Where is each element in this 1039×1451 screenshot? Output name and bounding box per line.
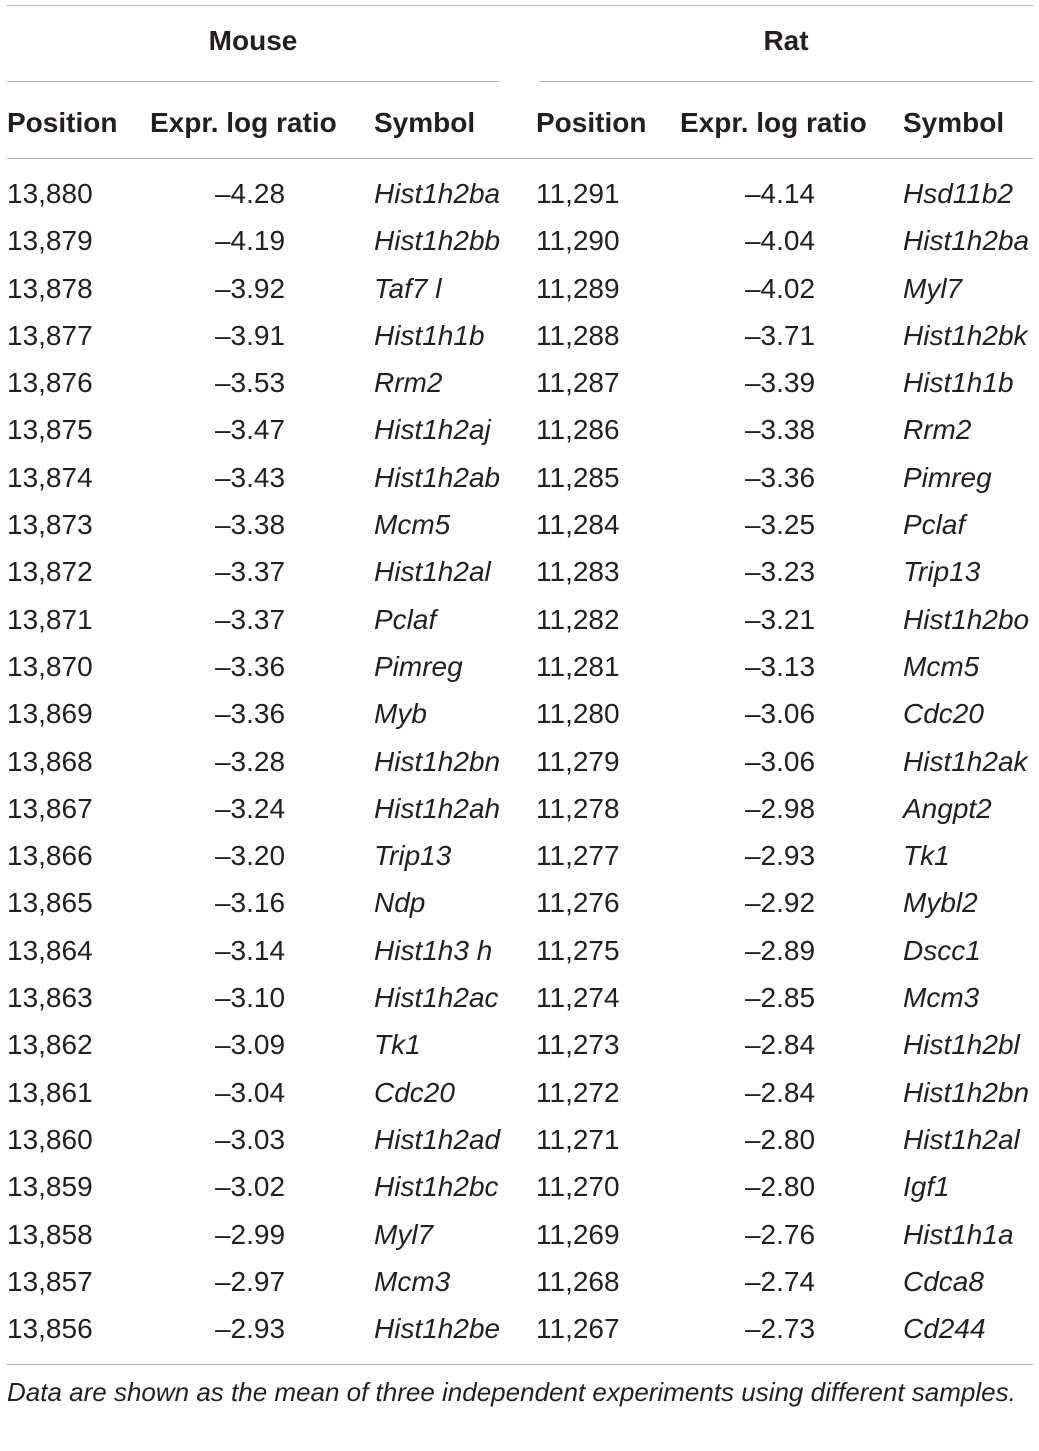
mouse-symbol-cell: Hist1h3 h [374, 934, 493, 966]
table-row [0, 359, 1039, 406]
table-row [0, 217, 1039, 264]
rat-symbol-cell: Igf1 [903, 1171, 950, 1203]
mouse-expr-cell: –2.97 [214, 1265, 286, 1297]
mouse-position-cell: 13,872 [7, 556, 93, 588]
rat-position-cell: 11,281 [536, 650, 620, 682]
table-row [0, 596, 1039, 643]
rat-expr-cell: –2.89 [744, 934, 816, 966]
column-header-rat-symbol: Symbol [903, 107, 1005, 138]
mouse-position-cell: 13,874 [7, 461, 93, 493]
mouse-expr-cell: –3.14 [214, 934, 286, 966]
table-row [0, 548, 1039, 595]
table-row [0, 170, 1039, 217]
rat-symbol-cell: Rrm2 [903, 414, 972, 446]
rat-position-cell: 11,269 [536, 1218, 620, 1250]
rat-expr-cell: –3.06 [744, 698, 816, 730]
rat-position-cell: 11,282 [536, 603, 620, 635]
mouse-expr-cell: –2.99 [214, 1218, 286, 1250]
mouse-symbol-cell: Hist1h2ac [374, 982, 499, 1014]
rat-symbol-cell: Hist1h2bn [903, 1076, 1030, 1108]
rat-symbol-cell: Cdca8 [903, 1265, 984, 1297]
rat-expr-cell: –2.93 [744, 840, 816, 872]
mouse-expr-cell: –3.04 [214, 1076, 286, 1108]
rat-symbol-cell: Hist1h2al [903, 1123, 1020, 1155]
rat-position-cell: 11,286 [536, 414, 620, 446]
table-row [0, 406, 1039, 453]
rat-position-cell: 11,279 [536, 745, 620, 777]
mouse-expr-cell: –3.37 [214, 556, 286, 588]
mouse-position-cell: 13,856 [7, 1313, 93, 1345]
rat-expr-cell: –3.25 [744, 509, 816, 541]
rat-expr-cell: –2.84 [744, 1029, 816, 1061]
rat-expr-cell: –2.74 [744, 1265, 816, 1297]
table-row [0, 738, 1039, 785]
mouse-expr-cell: –3.37 [214, 603, 286, 635]
mouse-symbol-cell: Cdc20 [374, 1076, 455, 1108]
mouse-symbol-cell: Mcm3 [374, 1265, 451, 1297]
table-row [0, 832, 1039, 879]
rat-symbol-cell: Hist1h2bk [903, 319, 1028, 351]
column-header-rat-expr: Expr. log ratio [680, 107, 867, 138]
mouse-symbol-cell: Hist1h2aj [374, 414, 491, 446]
rat-expr-cell: –2.84 [744, 1076, 816, 1108]
rat-symbol-cell: Mcm5 [903, 650, 980, 682]
table-row [0, 690, 1039, 737]
mouse-expr-cell: –3.43 [214, 461, 286, 493]
rat-expr-cell: –2.80 [744, 1171, 816, 1203]
mouse-expr-cell: –3.28 [214, 745, 286, 777]
mouse-symbol-cell: Pimreg [374, 650, 463, 682]
group-heading-mouse: Mouse [208, 25, 298, 56]
table-row [0, 1305, 1039, 1352]
table-footnote: Data are shown as the mean of three independent experiments using different samples. [7, 1377, 1016, 1407]
table-row [0, 643, 1039, 690]
table-row [0, 927, 1039, 974]
mouse-position-cell: 13,868 [7, 745, 93, 777]
mouse-position-cell: 13,867 [7, 792, 93, 824]
column-header-mouse-position: Position [7, 107, 118, 138]
rat-expr-cell: –3.06 [744, 745, 816, 777]
rat-position-cell: 11,270 [536, 1171, 620, 1203]
rat-symbol-cell: Angpt2 [903, 792, 992, 824]
rat-symbol-cell: Hist1h1b [903, 367, 1014, 399]
mouse-position-cell: 13,875 [7, 414, 93, 446]
rat-symbol-cell: Hist1h2bl [903, 1029, 1020, 1061]
column-header-mouse-symbol: Symbol [374, 107, 476, 138]
rat-symbol-cell: Trip13 [903, 556, 981, 588]
mouse-position-cell: 13,876 [7, 367, 93, 399]
mouse-position-cell: 13,864 [7, 934, 93, 966]
rat-position-cell: 11,284 [536, 509, 620, 541]
rat-expr-cell: –4.14 [744, 178, 816, 209]
mouse-symbol-cell: Hist1h2ah [374, 792, 501, 824]
mouse-symbol-cell: Hist1h2al [374, 556, 491, 588]
table-row [0, 265, 1039, 312]
mouse-expr-cell: –3.03 [214, 1123, 286, 1155]
rat-position-cell: 11,283 [536, 556, 620, 588]
mouse-expr-cell: –3.36 [214, 698, 286, 730]
rat-symbol-cell: Hist1h2bo [903, 603, 1030, 635]
mouse-symbol-cell: Hist1h2bc [374, 1171, 499, 1203]
mouse-symbol-cell: Trip13 [374, 840, 452, 872]
mouse-expr-cell: –3.91 [214, 319, 286, 351]
rat-position-cell: 11,280 [536, 698, 620, 730]
rat-position-cell: 11,287 [536, 367, 620, 399]
rat-expr-cell: –2.85 [744, 982, 816, 1014]
rat-expr-cell: –2.98 [744, 792, 816, 824]
rat-expr-cell: –3.23 [744, 556, 816, 588]
table-row [0, 1069, 1039, 1116]
rat-position-cell: 11,275 [536, 934, 620, 966]
table-row [0, 785, 1039, 832]
mouse-expr-cell: –3.02 [214, 1171, 286, 1203]
rat-expr-cell: –3.21 [744, 603, 816, 635]
rat-symbol-cell: Tk1 [903, 840, 950, 872]
rat-position-cell: 11,288 [536, 319, 620, 351]
rat-symbol-cell: Mybl2 [903, 887, 978, 919]
table-top-rule [7, 5, 1033, 6]
mouse-position-cell: 13,866 [7, 840, 93, 872]
rat-position-cell: 11,290 [536, 225, 620, 257]
mouse-symbol-cell: Rrm2 [374, 367, 443, 399]
mouse-expr-cell: –4.19 [214, 225, 286, 257]
mouse-position-cell: 13,878 [7, 272, 93, 304]
mouse-expr-cell: –3.10 [214, 982, 286, 1014]
rat-position-cell: 11,274 [536, 982, 620, 1014]
mouse-symbol-cell: Hist1h2bn [374, 745, 501, 777]
rat-position-cell: 11,276 [536, 887, 620, 919]
rat-symbol-cell: Hist1h2ba [903, 225, 1030, 257]
column-header-rat-position: Position [536, 107, 647, 138]
rat-expr-cell: –2.76 [744, 1218, 816, 1250]
mouse-position-cell: 13,862 [7, 1029, 93, 1061]
group-rule-mouse [7, 81, 499, 82]
mouse-symbol-cell: Hist1h2be [374, 1313, 501, 1345]
mouse-position-cell: 13,857 [7, 1265, 93, 1297]
mouse-position-cell: 13,869 [7, 698, 93, 730]
mouse-symbol-cell: Hist1h2bb [374, 225, 501, 257]
mouse-position-cell: 13,859 [7, 1171, 93, 1203]
mouse-symbol-cell: Tk1 [374, 1029, 421, 1061]
mouse-symbol-cell: Taf7 l [374, 272, 442, 304]
table-row [0, 1211, 1039, 1258]
mouse-expr-cell: –3.20 [214, 840, 286, 872]
mouse-expr-cell: –3.38 [214, 509, 286, 541]
column-header-mouse-expr: Expr. log ratio [150, 107, 337, 138]
mouse-expr-cell: –3.47 [214, 414, 286, 446]
table-row [0, 1021, 1039, 1068]
table-row [0, 1163, 1039, 1210]
mouse-position-cell: 13,877 [7, 319, 93, 351]
mouse-expr-cell: –3.92 [214, 272, 286, 304]
rat-position-cell: 11,271 [536, 1123, 620, 1155]
mouse-symbol-cell: Myb [374, 698, 427, 730]
rat-position-cell: 11,272 [536, 1076, 620, 1108]
mouse-symbol-cell: Myl7 [374, 1218, 434, 1250]
table-bottom-rule [7, 1364, 1033, 1365]
mouse-symbol-cell: Ndp [374, 887, 426, 919]
rat-position-cell: 11,277 [536, 840, 620, 872]
rat-position-cell: 11,267 [536, 1313, 620, 1345]
mouse-expr-cell: –3.36 [214, 650, 286, 682]
mouse-symbol-cell: Hist1h2ab [374, 461, 501, 493]
rat-expr-cell: –3.39 [744, 367, 816, 399]
mouse-position-cell: 13,863 [7, 982, 93, 1014]
rat-symbol-cell: Pimreg [903, 461, 992, 493]
mouse-expr-cell: –3.24 [214, 792, 286, 824]
table-row [0, 312, 1039, 359]
rat-symbol-cell: Hist1h2ak [903, 745, 1028, 777]
rat-position-cell: 11,289 [536, 272, 620, 304]
mouse-position-cell: 13,858 [7, 1218, 93, 1250]
mouse-position-cell: 13,879 [7, 225, 93, 257]
mouse-position-cell: 13,871 [7, 603, 93, 635]
table-row [0, 879, 1039, 926]
mouse-expr-cell: –3.53 [214, 367, 286, 399]
mouse-position-cell: 13,860 [7, 1123, 93, 1155]
rat-position-cell: 11,291 [536, 178, 620, 209]
rat-expr-cell: –3.71 [744, 319, 816, 351]
rat-position-cell: 11,273 [536, 1029, 620, 1061]
group-rule-rat [539, 81, 1033, 82]
mouse-position-cell: 13,861 [7, 1076, 93, 1108]
table-row [0, 1116, 1039, 1163]
rat-symbol-cell: Cdc20 [903, 698, 984, 730]
mouse-expr-cell: –3.09 [214, 1029, 286, 1061]
rat-expr-cell: –3.38 [744, 414, 816, 446]
mouse-expr-cell: –2.93 [214, 1313, 286, 1345]
rat-symbol-cell: Hist1h1a [903, 1218, 1014, 1250]
rat-expr-cell: –2.73 [744, 1313, 816, 1345]
rat-symbol-cell: Cd244 [903, 1313, 986, 1345]
rat-expr-cell: –2.80 [744, 1123, 816, 1155]
mouse-expr-cell: –4.28 [214, 178, 286, 209]
table-body [0, 170, 1039, 1352]
mouse-symbol-cell: Hist1h1b [374, 319, 485, 351]
header-rule [7, 158, 1033, 159]
rat-expr-cell: –4.04 [744, 225, 816, 257]
rat-position-cell: 11,268 [536, 1265, 620, 1297]
mouse-symbol-cell: Hist1h2ba [374, 178, 501, 209]
rat-expr-cell: –3.13 [744, 650, 816, 682]
rat-expr-cell: –4.02 [744, 272, 816, 304]
rat-position-cell: 11,285 [536, 461, 620, 493]
table-row [0, 974, 1039, 1021]
table-row [0, 501, 1039, 548]
mouse-position-cell: 13,865 [7, 887, 93, 919]
mouse-position-cell: 13,870 [7, 650, 93, 682]
mouse-symbol-cell: Pclaf [374, 603, 437, 635]
group-heading-rat: Rat [763, 25, 809, 56]
rat-position-cell: 11,278 [536, 792, 620, 824]
rat-symbol-cell: Mcm3 [903, 982, 980, 1014]
mouse-expr-cell: –3.16 [214, 887, 286, 919]
mouse-symbol-cell: Hist1h2ad [374, 1123, 501, 1155]
mouse-symbol-cell: Mcm5 [374, 509, 451, 541]
mouse-position-cell: 13,873 [7, 509, 93, 541]
table-row [0, 1258, 1039, 1305]
rat-symbol-cell: Hsd11b2 [903, 178, 1014, 209]
rat-expr-cell: –3.36 [744, 461, 816, 493]
table-row [0, 454, 1039, 501]
rat-symbol-cell: Dscc1 [903, 934, 981, 966]
rat-expr-cell: –2.92 [744, 887, 816, 919]
rat-symbol-cell: Myl7 [903, 272, 963, 304]
rat-symbol-cell: Pclaf [903, 509, 966, 541]
mouse-position-cell: 13,880 [7, 178, 93, 209]
